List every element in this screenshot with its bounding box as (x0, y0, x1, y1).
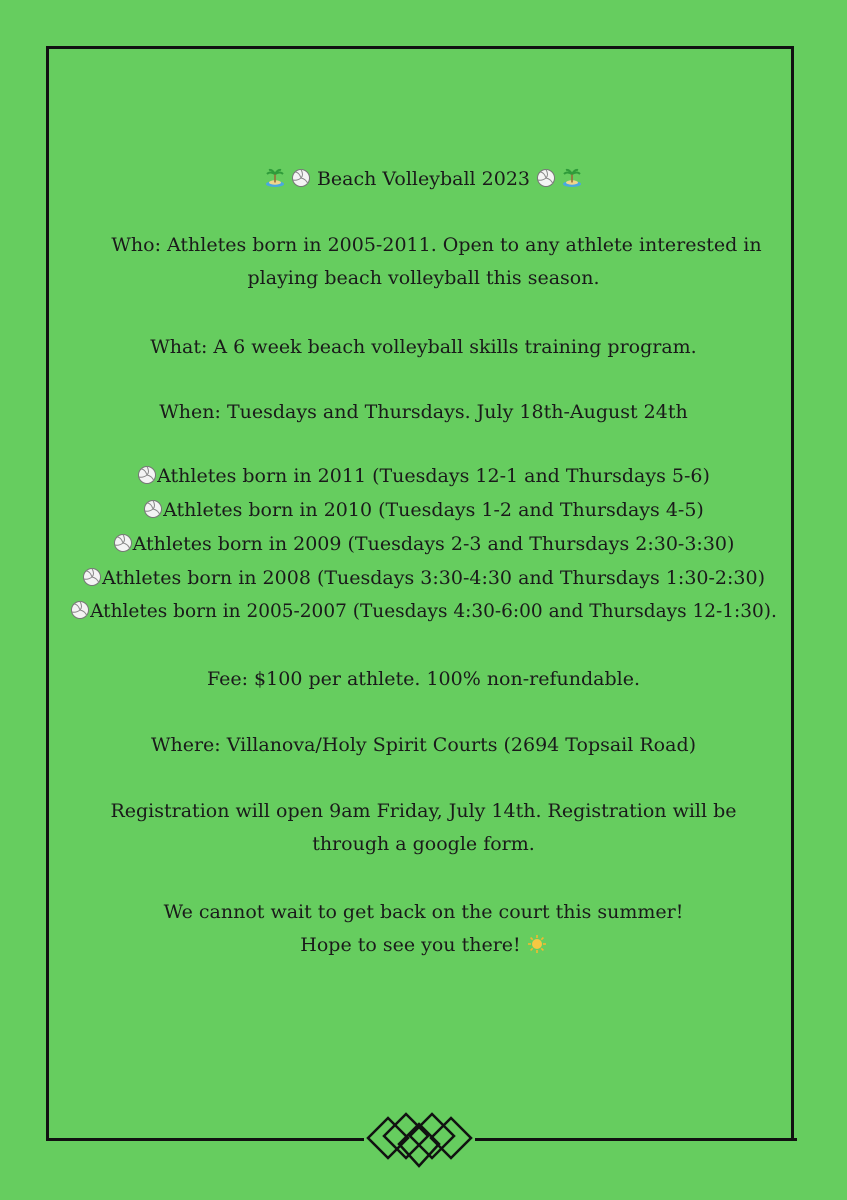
schedule-item (0, 531, 847, 557)
bottom-border-right (475, 1138, 797, 1141)
volleyball-icon (143, 499, 163, 519)
closing-text: Hope to see you there! (300, 934, 521, 956)
sun-icon (527, 934, 547, 954)
desert-island-icon (562, 168, 582, 188)
page-border (46, 46, 794, 1138)
schedule-text: Athletes born in 2005-2007 (Tuesdays 4:30-6:00 and Thursdays 12-1:30). (90, 601, 777, 622)
closing-line-1: We cannot wait to get back on the court this summer! (163, 901, 684, 923)
volleyball-icon (82, 567, 102, 587)
schedule-text: Athletes born in 2010 (Tuesdays 1-2 and Thursdays 4-5) (163, 499, 704, 521)
schedule-item (0, 497, 847, 523)
page-title: Beach Volleyball 2023 (316, 168, 531, 190)
schedule-text: Athletes born in 2009 (Tuesdays 2-3 and Thursdays 2:30-3:30) (132, 533, 735, 555)
volleyball-icon (291, 168, 311, 188)
volleyball-icon (137, 465, 157, 485)
what-text: What: A 6 week beach volleyball skills training program. (150, 336, 697, 358)
desert-island-icon (265, 168, 285, 188)
closing-line-2 (0, 932, 847, 958)
schedule-text: Athletes born in 2008 (Tuesdays 3:30-4:30 and Thursdays 1:30-2:30) (101, 567, 765, 589)
when-text: When: Tuesdays and Thursdays. July 18th-August 24th (159, 401, 688, 423)
schedule-item (0, 565, 847, 591)
schedule-text: Athletes born in 2011 (Tuesdays 12-1 and Thursdays 5-6) (157, 465, 710, 487)
where-text: Where: Villanova/Holy Spirit Courts (2694 Topsail Road) (150, 734, 697, 756)
schedule-item (0, 599, 847, 625)
volleyball-icon (113, 533, 133, 553)
registration-line-1: Registration will open 9am Friday, July 14th. Registration will be (110, 800, 737, 822)
volleyball-icon (70, 600, 90, 620)
title-line (0, 166, 847, 192)
bottom-border-left (46, 1138, 364, 1141)
diamond-ornament (362, 1110, 477, 1170)
fee-text: Fee: $100 per athlete. 100% non-refundable. (206, 668, 640, 690)
who-line-1: Who: Athletes born in 2005-2011. Open to any athlete interested in (111, 234, 762, 256)
volleyball-icon (536, 168, 556, 188)
registration-line-2: through a google form. (312, 833, 535, 855)
schedule-item (0, 463, 847, 489)
who-line-2: playing beach volleyball this season. (247, 267, 600, 289)
